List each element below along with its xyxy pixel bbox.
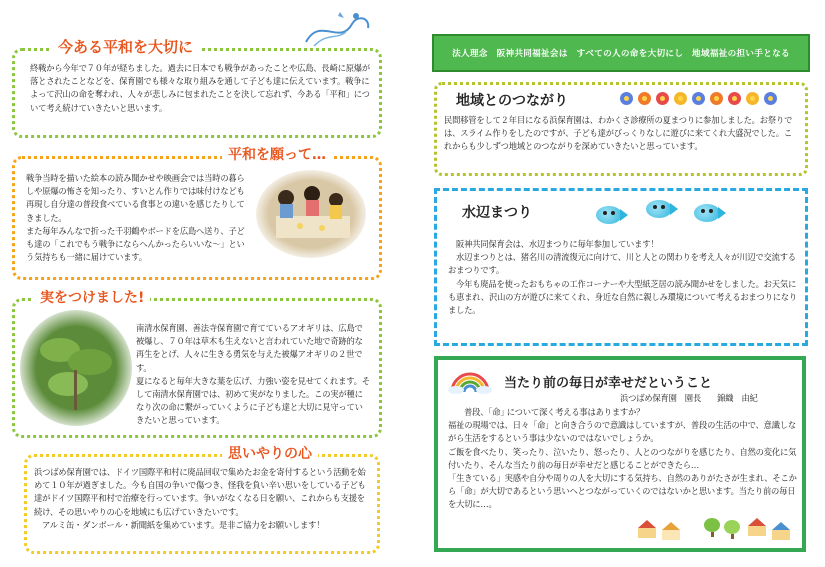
swirl-ornament-icon <box>300 6 376 50</box>
flower-icon <box>620 92 633 105</box>
fish-icon <box>646 200 672 218</box>
fruit-body <box>136 322 370 428</box>
fish-group <box>596 198 746 228</box>
happiness-body-p4: 「生きている」実感や自分や周りの人を大切にする気持ち、自然のありがたさが生まれ、そこから「命」が大切であるという思いへとつながっていくのではないかと思います。当たり前の毎日を大切に…。 <box>448 473 797 510</box>
flower-icon <box>638 92 651 105</box>
town-illustration <box>638 514 800 544</box>
flower-icon <box>746 92 759 105</box>
peace-title: 今ある平和を大切に <box>52 36 199 57</box>
flower-icon <box>728 92 741 105</box>
festival-body <box>448 238 798 317</box>
happiness-body <box>448 406 800 512</box>
festival-title: 水辺まつり <box>462 205 532 221</box>
fruit-title: 実をつけました! <box>34 287 150 307</box>
wish-body-p2: また毎年みんなで折った千羽鶴やボードを広島へ送り、子ども達の「これでもう戦争にならへんかったらいいな～」という気持ちも一緒に届けています。 <box>26 225 245 263</box>
fish-icon <box>694 204 720 222</box>
community-title: 地域とのつながり <box>456 93 568 109</box>
fish-icon <box>596 206 622 224</box>
house-icon <box>662 522 680 540</box>
flower-icon <box>692 92 705 105</box>
flower-icon <box>656 92 669 105</box>
house-icon <box>748 518 766 536</box>
rainbow-icon <box>448 368 492 394</box>
tree-icon <box>704 518 720 537</box>
peace-body: 終戦から今年で７０年が経ちました。過去に日本でも戦争があったことや広島、長崎に原爆が落とされたことなどを、保育園でも様々な取り組みを通して子ども達に伝えています。戦争によって沢山の命を奪われ、人々が悲しみに包まれたことを決して忘れず、今ある「平和」について考え続けていきたいと思います。 <box>30 63 370 113</box>
house-icon <box>638 520 656 538</box>
house-icon <box>772 522 790 540</box>
festival-body-p1: 阪神共同保育会は、水辺まつりに毎年参加しています！ <box>456 239 659 249</box>
happiness-body-p2: 福祉の現場では、日々「命」と向き合うので意識はしていますが、普段の生活の中で、意識しながら生活をするという事は少ないのではないでしょうか。 <box>448 420 797 444</box>
happiness-title: 当たり前の毎日が幸せだということ <box>504 376 713 391</box>
wish-body-p1: 戦争当時を描いた絵本の読み聞かせや映画会では当時の暮らしや原爆の怖さを知ったり、すいとん作りでは味付けなども再現し自分達の普段食べている食事との違いを感じたりしてきました。 <box>26 173 245 223</box>
festival-body-p2: 水辺まつりとは、猪名川の清流復元に向けて、川と人との関わりを考え人々が川辺で交流するおまつりです。 <box>448 252 796 276</box>
kind-body-p1: 浜つばめ保育園では、ドイツ国際平和村に廃品回収で集めたお金を寄付するという活動を始めて１０年が過ぎました。今も自国の争いで傷つき、怪我を負い辛い思いをしている子ども達がドイツ国際平和村で治療を行っています。争いがなくなる日を願い、これからも支援を続け、その思いやりの心を地域にも広げていきたいです。 <box>34 467 366 517</box>
fruit-body-p1: 南清水保育園、善法寺保育園で育てているアオギリは、広島で被爆し、７０年は草木も生えないと言われていた地で奇跡的な再生をとげ、人々に生きる勇気を与えた被爆アオギリの２世です。 <box>136 323 363 373</box>
happiness-byline: 浜つばめ保育園 園長 錦織 由紀 <box>620 393 758 403</box>
tree-icon <box>724 520 740 539</box>
flower-row <box>620 90 780 112</box>
wish-title: 平和を願って… <box>222 144 332 164</box>
flower-icon <box>710 92 723 105</box>
festival-body-p3: 今年も廃品を使ったおもちゃの工作コーナーや大型紙芝居の読み聞かせをしました。お天気にも恵まれ、沢山の方が遊びに来てくれ、身近な自然に親しみ環境について考えるおまつりになりました。 <box>448 278 797 316</box>
wish-body <box>26 172 252 264</box>
community-body: 民間移管をして２年目になる浜保育園は、わかくさ診療所の夏まつりに参加しました。お祭りでは、スライム作りをしたのですが、子ども達がびっくりなしに遊びに来てくれ大盛況でした。これからも少しずつ地域とのつながりを深めていきたいと思っています。 <box>444 115 793 152</box>
motto-banner: 法人理念 阪神共同福祉会は すべての人の命を大切にし 地域福祉の担い手となる <box>432 34 810 72</box>
children-crafting-photo <box>256 170 366 258</box>
kind-body <box>34 466 368 532</box>
kind-body-p2: アルミ缶・ダンボール・新聞紙を集めています。是非ご協力をお願いします！ <box>42 519 325 530</box>
aogiri-tree-photo <box>20 310 132 426</box>
kind-title: 思いやりの心 <box>222 443 318 463</box>
happiness-body-p3: ご飯を食べたり、笑ったり、泣いたり、怒ったり、人とのつながりを感じたり、自然の変化に気付いたり、そんな当たり前の毎日が幸せだと感じることができたら… <box>448 446 797 470</box>
flower-icon <box>764 92 777 105</box>
flower-icon <box>674 92 687 105</box>
happiness-body-p1: 普段、｢命｣ について深く考える事はありますか？ <box>464 407 645 417</box>
fruit-body-p2: 夏になると毎年大きな葉を広げ、力強い姿を見せてくれます。そして南清水保育園では、初めて実がなりました。この実が種になり次の命に繋がっていくように子ども達と大切に見守っていきたいと思っています。 <box>136 375 370 426</box>
